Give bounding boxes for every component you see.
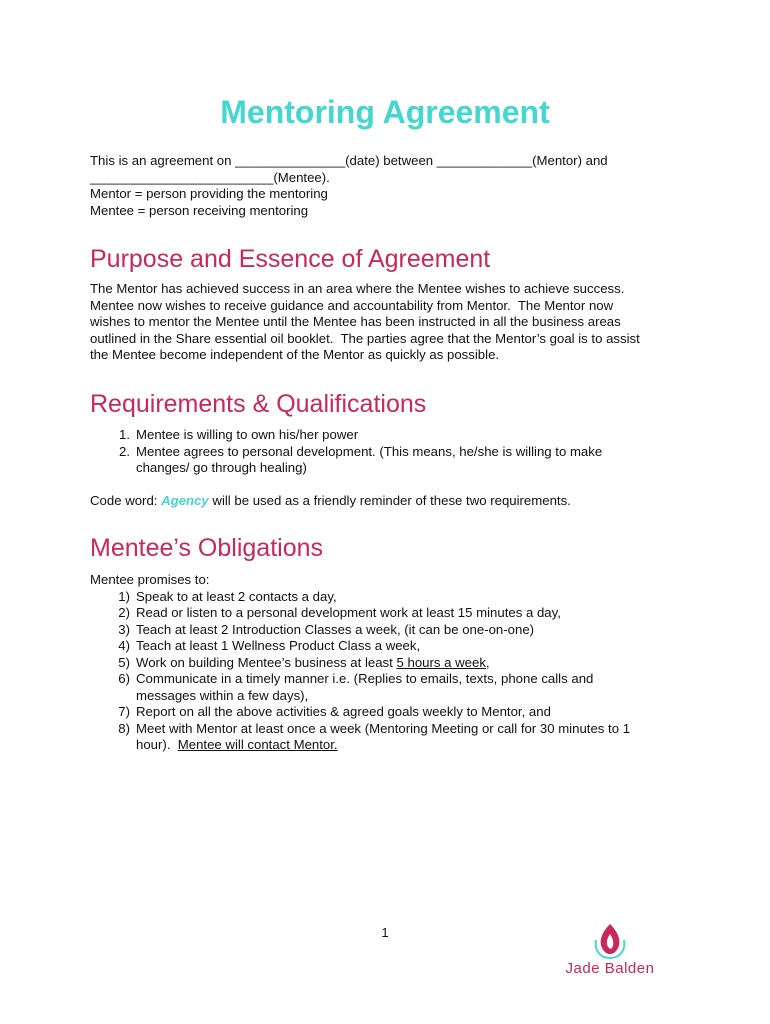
list-item [90, 622, 680, 639]
list-number: 1. [119, 427, 130, 442]
list-item-text: messages within a few days), [136, 687, 309, 703]
list-item-text: Teach at least 2 Introduction Classes a week, (it can be one-on-one) [136, 621, 535, 637]
list-item-text: Speak to at least 2 contacts a day, [136, 588, 337, 604]
obligations-heading: Mentee’s Obligations [90, 534, 324, 562]
list-item [90, 444, 680, 477]
list-item-text: Teach at least 1 Wellness Product Class a week, [136, 638, 421, 653]
requirements-list [90, 427, 680, 477]
list-item-text: Mentee agrees to personal development. (This means, he/she is willing to make [136, 443, 603, 459]
purpose-line: outlined in the Share essential oil booklet. The parties agree that the Mentor’s goal is to assist [90, 330, 640, 346]
list-item [90, 638, 680, 655]
list-number: 7) [118, 704, 130, 719]
purpose-heading: Purpose and Essence of Agreement [90, 245, 491, 273]
list-number: 3) [118, 621, 130, 637]
list-number: 2. [119, 443, 130, 459]
purpose-paragraph [90, 281, 680, 364]
purpose-line: The Mentor has achieved success in an area where the Mentee wishes to achieve success. [90, 281, 625, 296]
list-item-text: Report on all the above activities & agreed goals weekly to Mentor, and [136, 704, 551, 719]
list-number: 2) [118, 605, 130, 620]
obligations-lead-text: Mentee promises to: [90, 572, 210, 587]
list-number: 1) [118, 588, 130, 604]
list-item-text: Work on building Mentee’s business at least [136, 654, 397, 670]
lotus-flame-icon [560, 920, 660, 962]
purpose-line: wishes to mentor the Mentee until the Mentee has been instructed in all the business areas [90, 314, 621, 329]
intro-line-4: Mentee = person receiving mentoring [90, 202, 309, 218]
list-item-text: Meet with Mentor at least once a week (Mentoring Meeting or call for 30 minutes to 1 [136, 720, 631, 736]
code-word-prefix: Code word: [90, 493, 162, 508]
code-word-paragraph [90, 493, 680, 510]
list-item [90, 589, 680, 606]
code-word-suffix: will be used as a friendly reminder of these two requirements. [208, 493, 571, 508]
brand-logo [560, 920, 660, 980]
purpose-line: the Mentee become independent of the Mentor as quickly as possible. [90, 347, 500, 362]
logo-text: Jade Balden [565, 960, 655, 977]
list-item [90, 704, 680, 721]
list-number: 4) [118, 638, 130, 653]
list-item [90, 605, 680, 622]
list-number: 6) [118, 671, 130, 686]
list-item-text: Communicate in a timely manner i.e. (Replies to emails, texts, phone calls and [136, 671, 594, 686]
underlined-text: Mentee will contact Mentor. [177, 737, 338, 752]
list-item-text: hour). [136, 737, 178, 752]
list-item-text: changes/ go through healing) [136, 460, 307, 475]
purpose-line: Mentee now wishes to receive guidance and accountability from Mentor. The Mentor now [90, 297, 614, 313]
list-number: 5) [118, 654, 130, 670]
intro-line-3: Mentor = person providing the mentoring [90, 186, 328, 201]
list-item [90, 427, 680, 444]
intro-line-2: _________________________(Mentee). [90, 169, 330, 185]
intro-paragraph [90, 153, 680, 219]
page-number: 1 [381, 925, 389, 940]
requirements-heading: Requirements & Qualifications [90, 390, 427, 418]
obligations-list [90, 589, 680, 754]
list-item [90, 671, 680, 704]
list-item [90, 721, 680, 754]
obligations-lead [90, 572, 680, 589]
list-number: 8) [118, 720, 130, 736]
underlined-text: 5 hours a week [396, 654, 486, 670]
document-title: Mentoring Agreement [220, 94, 550, 130]
list-item-text: Mentee is willing to own his/her power [136, 427, 359, 442]
list-item-text: , [485, 654, 490, 670]
code-word: Agency [161, 493, 209, 508]
intro-line-1: This is an agreement on _______________(date) between _____________(Mentor) and [90, 153, 608, 168]
list-item-text: Read or listen to a personal development work at least 15 minutes a day, [136, 605, 561, 620]
list-item [90, 655, 680, 672]
